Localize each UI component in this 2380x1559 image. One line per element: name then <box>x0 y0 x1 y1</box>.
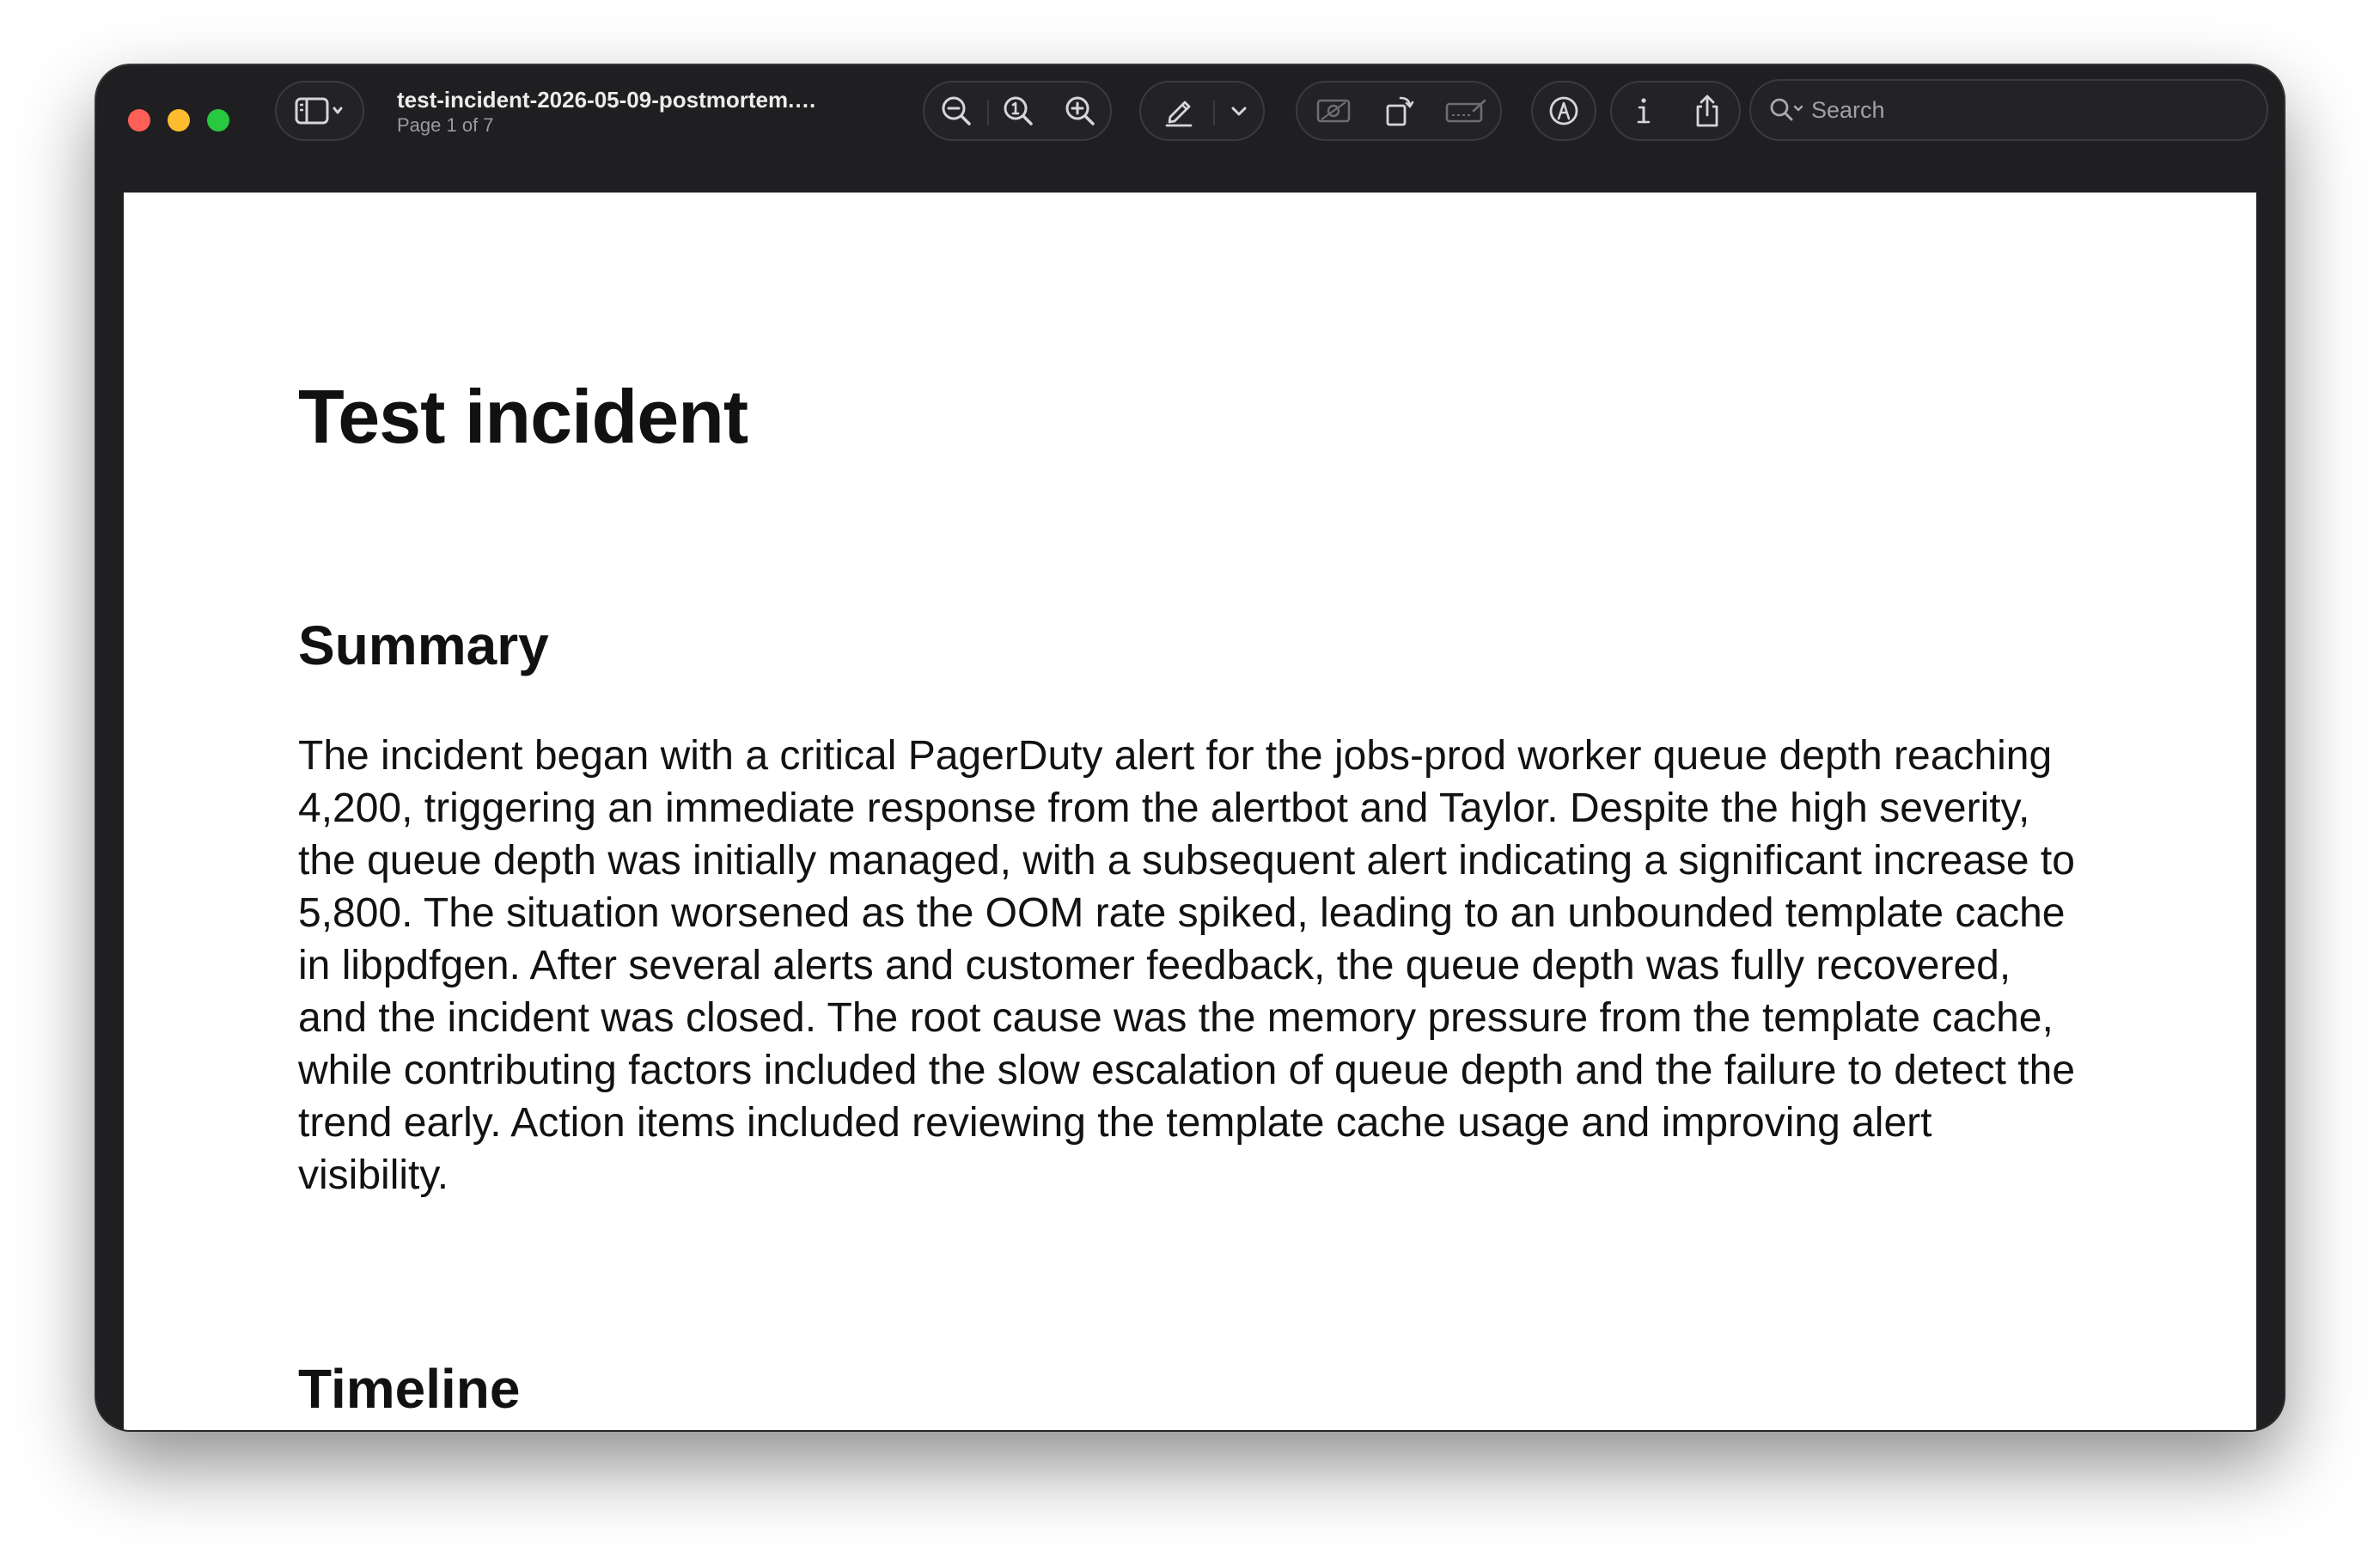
preview-window <box>96 65 2284 1430</box>
summary-paragraph: The incident began with a critical PagerDuty alert for the jobs-prod worker queue depth reaching 4,200, triggering an immediate response from the alertbot and Taylor. Despite the high severity, the queue depth was initially managed, with a subsequent alert indicating a significant increase to 5,800. The situation worsened as the OOM rate spiked, leading to an unbounded template cache in libpdfgen. After several alerts and customer feedback, the queue depth was fully recovered, and the incident was closed. The root cause was the memory pressure from the template cache, while contributing factors included the slow escalation of queue depth and the failure to detect the trend early. Action items included reviewing the template cache usage and improving alert visibility. <box>298 733 2076 1198</box>
highlight-group <box>1139 81 1265 141</box>
actual-size-button[interactable] <box>988 83 1048 139</box>
toolbar <box>96 65 2284 193</box>
sidebar-icon <box>294 96 345 125</box>
signature-icon <box>1444 95 1487 126</box>
page-indicator: Page 1 of 7 <box>397 114 494 136</box>
zoom-out-button[interactable] <box>926 83 986 139</box>
search-input[interactable] <box>1811 81 2241 139</box>
pdf-page[interactable] <box>124 193 2256 1430</box>
document-filename: test-incident-2026-05-09-postmortem.… <box>397 87 817 113</box>
markup-group <box>1531 81 1596 141</box>
summary-heading: Summary <box>298 614 549 676</box>
info-button[interactable] <box>1612 83 1675 139</box>
highlighter-icon <box>1162 94 1196 128</box>
zoom-in-button[interactable] <box>1050 83 1110 139</box>
highlight-options-button[interactable] <box>1215 83 1263 139</box>
sidebar-toggle-group <box>275 81 364 141</box>
info-share-group <box>1610 81 1741 141</box>
rotate-button[interactable] <box>1366 83 1431 139</box>
zoom-group <box>923 81 1112 141</box>
markup-button[interactable] <box>1533 83 1595 139</box>
zoom-in-icon <box>1063 94 1097 128</box>
zoom-out-icon <box>939 94 973 128</box>
markup-icon <box>1547 94 1581 128</box>
actual-size-icon <box>1001 94 1035 128</box>
sign-button <box>1431 83 1500 139</box>
share-button[interactable] <box>1675 83 1739 139</box>
highlight-button[interactable] <box>1144 83 1213 139</box>
document-title: Test incident <box>298 374 748 459</box>
timeline-heading: Timeline <box>298 1358 521 1420</box>
minimize-window-button[interactable] <box>168 109 190 131</box>
close-window-button[interactable] <box>128 109 150 131</box>
rotate-icon <box>1382 94 1416 128</box>
share-icon <box>1692 93 1723 129</box>
crop-button <box>1301 83 1366 139</box>
chevron-down-icon <box>1229 101 1249 121</box>
search-icon <box>1768 96 1806 128</box>
crop-icon <box>1315 95 1352 126</box>
sidebar-toggle-button[interactable] <box>277 83 363 139</box>
info-icon <box>1631 94 1657 128</box>
search-field[interactable] <box>1749 79 2268 141</box>
zoom-window-button[interactable] <box>207 109 229 131</box>
page-tools-group <box>1296 81 1502 141</box>
document-title-block[interactable] <box>397 86 878 138</box>
